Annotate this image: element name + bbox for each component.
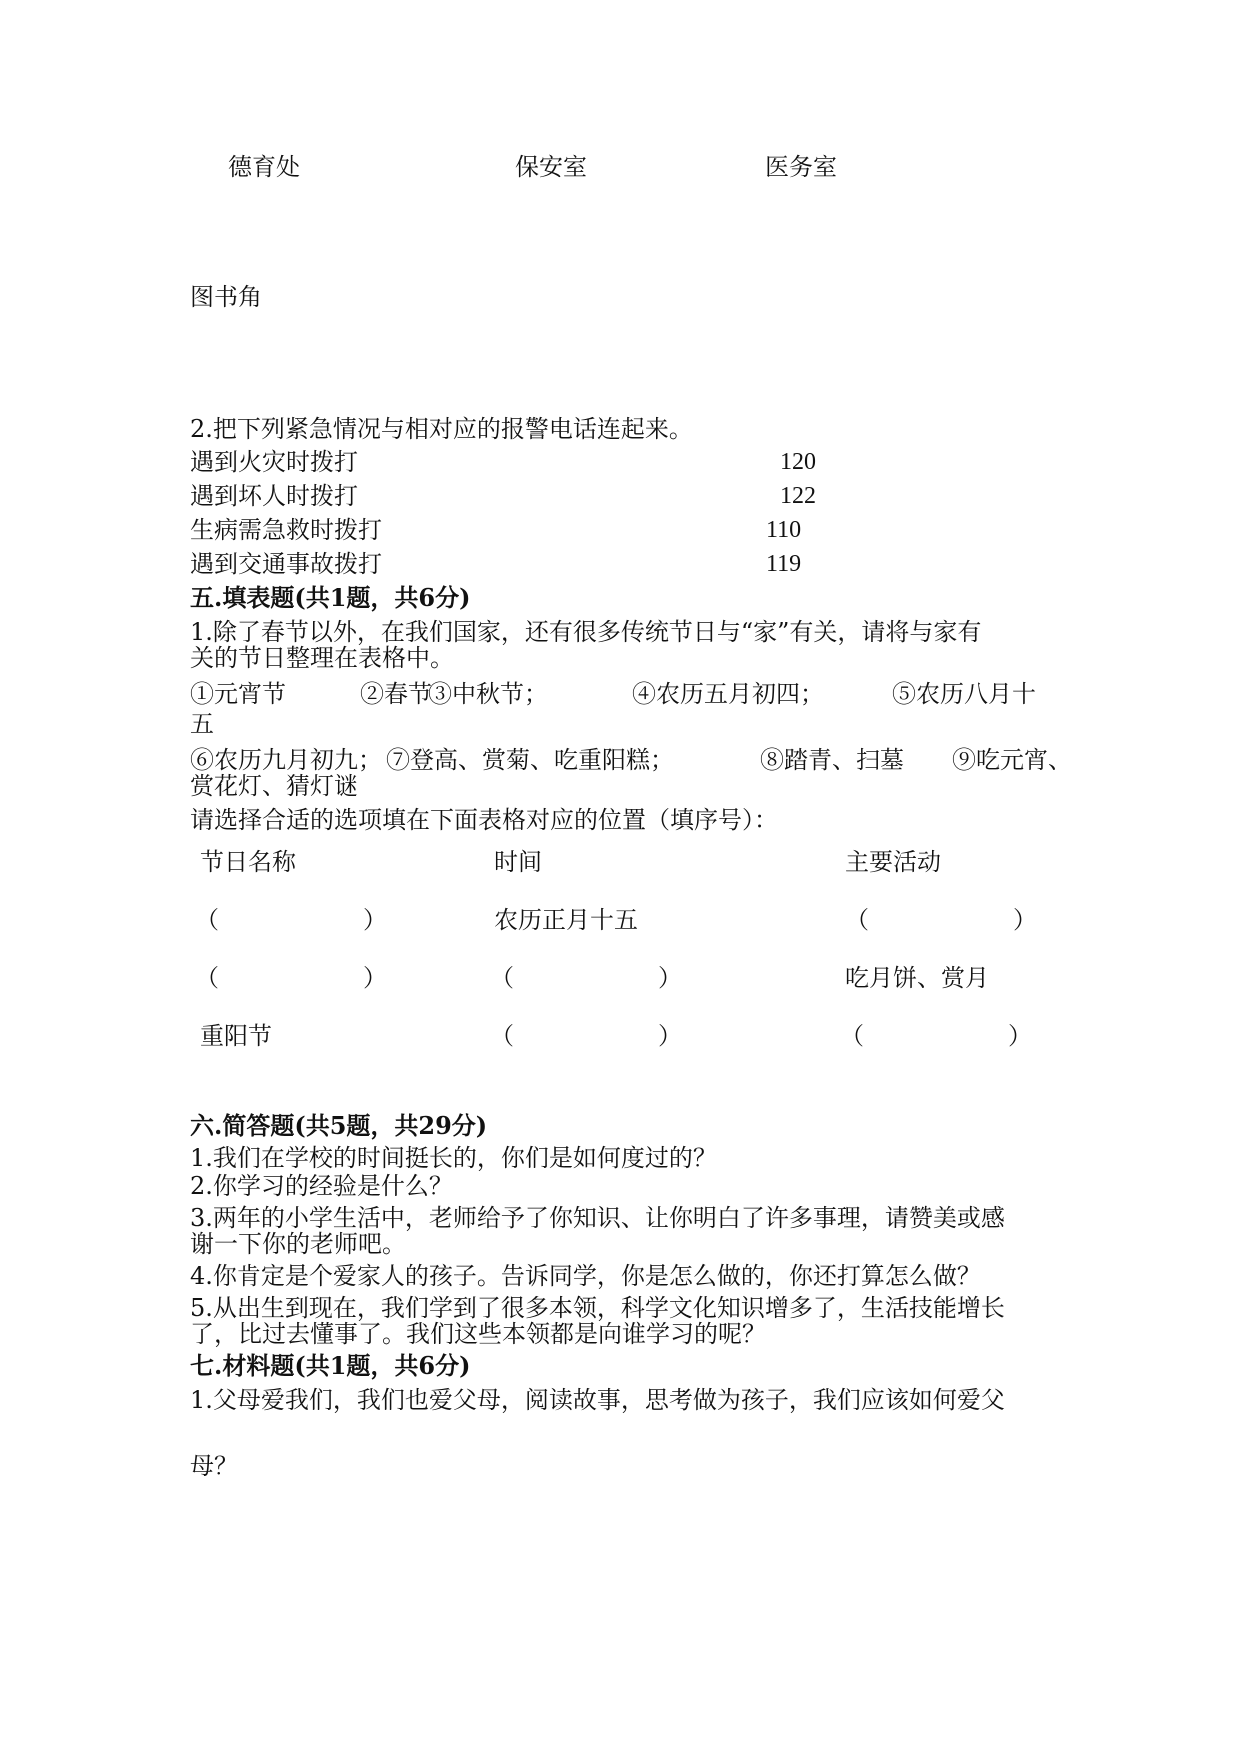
situation-item: 生病需急救时拨打	[190, 516, 382, 544]
table-cell: 吃月饼、赏月	[845, 964, 989, 992]
question-line: 2.你学习的经验是什么？	[190, 1172, 453, 1200]
table-cell: 农历正月十五	[494, 906, 638, 934]
question-line: 5.从出生到现在，我们学到了很多本领，科学文化知识增多了，生活技能增长	[190, 1294, 1005, 1322]
section-heading-fill-table: 五.填表题(共1题，共6分)	[190, 583, 471, 612]
location-label-moral-office: 德育处	[228, 153, 300, 181]
option-item: ⑧踏青、扫墓	[760, 746, 904, 774]
option-item: ①元宵节	[190, 680, 286, 708]
table-cell: （ ）	[840, 1022, 1032, 1050]
section-heading-material: 七.材料题(共1题，共6分)	[190, 1351, 471, 1380]
table-cell: （ ）	[845, 906, 1037, 934]
question-line: 谢一下你的老师吧。	[190, 1230, 406, 1258]
option-item: ②春节	[360, 680, 432, 708]
phone-number-item: 120	[780, 449, 816, 475]
option-item: ⑤农历八月十	[892, 680, 1036, 708]
question-line: 1.父母爱我们，我们也爱父母，阅读故事，思考做为孩子，我们应该如何爱父	[190, 1386, 1005, 1414]
situation-item: 遇到交通事故拨打	[190, 550, 382, 578]
table-cell: （ ）	[490, 1022, 682, 1050]
option-item-continuation: 赏花灯、猜灯谜	[190, 772, 358, 800]
option-item: ⑦登高、赏菊、吃重阳糕；	[386, 746, 674, 774]
question-line: 了，比过去懂事了。我们这些本领都是向谁学习的呢？	[190, 1320, 766, 1348]
phone-number-item: 110	[766, 517, 802, 543]
situation-item: 遇到坏人时拨打	[190, 482, 358, 510]
question-line: 1.我们在学校的时间挺长的，你们是如何度过的？	[190, 1144, 717, 1172]
table-header-time: 时间	[494, 848, 542, 876]
option-item: ⑥农历九月初九；	[190, 746, 382, 774]
table-cell: （ ）	[195, 964, 387, 992]
phone-number-item: 122	[780, 483, 816, 509]
matching-prompt: 2.把下列紧急情况与相对应的报警电话连起来。	[190, 415, 693, 443]
question-line: 1.除了春节以外，在我们国家，还有很多传统节日与“家”有关，请将与家有	[190, 618, 982, 646]
situation-item: 遇到火灾时拨打	[190, 448, 358, 476]
phone-number-item: 119	[766, 551, 802, 577]
location-label-clinic: 医务室	[765, 153, 837, 181]
table-cell: （ ）	[195, 906, 387, 934]
question-line: 4.你肯定是个爱家人的孩子。告诉同学，你是怎么做的，你还打算怎么做？	[190, 1262, 981, 1290]
option-item: ③中秋节；	[428, 680, 548, 708]
table-cell: （ ）	[490, 964, 682, 992]
location-label-security-room: 保安室	[515, 153, 587, 181]
table-cell: 重阳节	[200, 1022, 272, 1050]
option-item: ⑨吃元宵、	[952, 746, 1072, 774]
question-line: 3.两年的小学生活中，老师给予了你知识、让你明白了许多事理，请赞美或感	[190, 1204, 1005, 1232]
section-heading-short-answer: 六.简答题(共5题，共29分)	[190, 1111, 488, 1140]
table-instruction: 请选择合适的选项填在下面表格对应的位置（填序号）：	[190, 806, 778, 834]
table-header-festival-name: 节日名称	[200, 848, 296, 876]
table-header-activities: 主要活动	[845, 848, 941, 876]
question-line: 关的节日整理在表格中。	[190, 644, 454, 672]
option-item: ④农历五月初四；	[632, 680, 824, 708]
question-line: 母？	[190, 1452, 238, 1480]
location-label-library-corner: 图书角	[190, 283, 262, 311]
option-item-continuation: 五	[190, 710, 214, 738]
